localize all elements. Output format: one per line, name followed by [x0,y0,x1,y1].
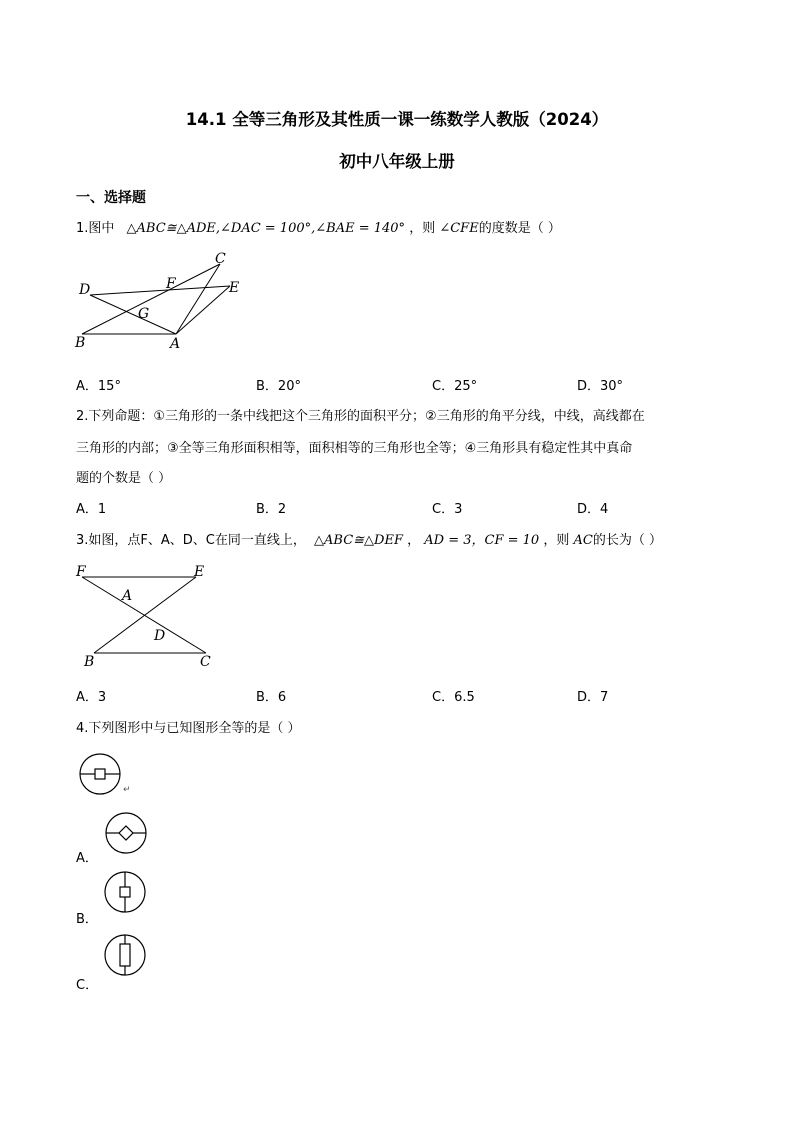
q3-condition: △ABC≅△DEF [314,533,403,548]
q4-option-b-figure [101,870,151,920]
q1-label-e: E [229,280,240,296]
q3-sep: ， [407,533,421,548]
q3-option-d[interactable]: D．7 [577,690,609,705]
q1-label-a: A [170,336,181,352]
q3-ac: AC [573,533,593,548]
q3-option-c[interactable]: C．6.5 [432,690,475,705]
q2-option-b[interactable]: B．2 [256,502,287,517]
document-title: 14.1 全等三角形及其性质一课一练数学人教版（2024） [185,110,609,129]
q1-suffix: 的度数是（ ） [478,221,561,236]
section-heading: 一、选择题 [76,190,146,206]
q4-option-b[interactable]: B． [76,912,98,927]
q3-label-e: E [194,564,205,580]
q3-mid: ，则 [543,533,570,548]
q3-label-a: A [122,588,133,604]
q1-figure [70,248,260,358]
q3-label-f: F [76,564,86,580]
q4-option-a[interactable]: A． [76,851,98,866]
q1-label-b: B [75,335,86,351]
q3-label-d: D [154,628,166,644]
q1-mid: ，则 [409,221,436,236]
q1-condition: △ABC≅△ADE,∠DAC = 100°,∠BAE = 140° [126,221,406,236]
q2-option-d[interactable]: D．4 [577,502,609,517]
return-mark: ↵ [123,785,131,795]
q4-option-a-figure [102,809,152,859]
question-4-stem: 4.下列图形中与已知图形全等的是（ ） [76,721,301,736]
q1-option-a[interactable]: A．15° [76,379,121,394]
q1-option-d[interactable]: D．30° [577,379,624,394]
q1-prefix: 1.图中 [76,221,115,236]
document-subtitle: 初中八年级上册 [339,152,455,171]
q1-label-g: G [138,306,150,322]
q3-label-c: C [200,654,211,670]
q1-label-c: C [215,251,226,267]
q4-option-c[interactable]: C． [76,978,99,993]
q3-figure [70,560,230,670]
q1-label-f: F [166,276,176,292]
question-3-stem [76,529,662,548]
q1-label-d: D [79,282,91,298]
q2-option-c[interactable]: C．3 [432,502,463,517]
q3-prefix: 3.如图，点F、A、D、C在同一直线上， [76,533,306,548]
q1-angle: ∠CFE [439,221,479,236]
question-2-line-1: 2.下列命题：①三角形的一条中线把这个三角形的面积平分；②三角形的角平分线，中线，高线都在 [76,409,645,424]
question-2-line-2: 三角形的内部；③全等三角形面积相等，面积相等的三角形也全等；④三角形具有稳定性其中真命 [76,441,633,456]
question-1-stem [76,217,561,236]
q1-option-c[interactable]: C．25° [432,379,478,394]
q1-option-b[interactable]: B．20° [256,379,301,394]
q2-option-a[interactable]: A．1 [76,502,107,517]
question-2-line-3: 题的个数是（ ） [76,471,172,486]
q4-option-c-figure [101,932,151,982]
q3-option-b[interactable]: B．6 [256,690,287,705]
q3-option-a[interactable]: A．3 [76,690,107,705]
q3-label-b: B [84,654,95,670]
q3-lengths: AD = 3，CF = 10 [424,533,540,548]
q3-suffix: 的长为（ ） [592,533,662,548]
